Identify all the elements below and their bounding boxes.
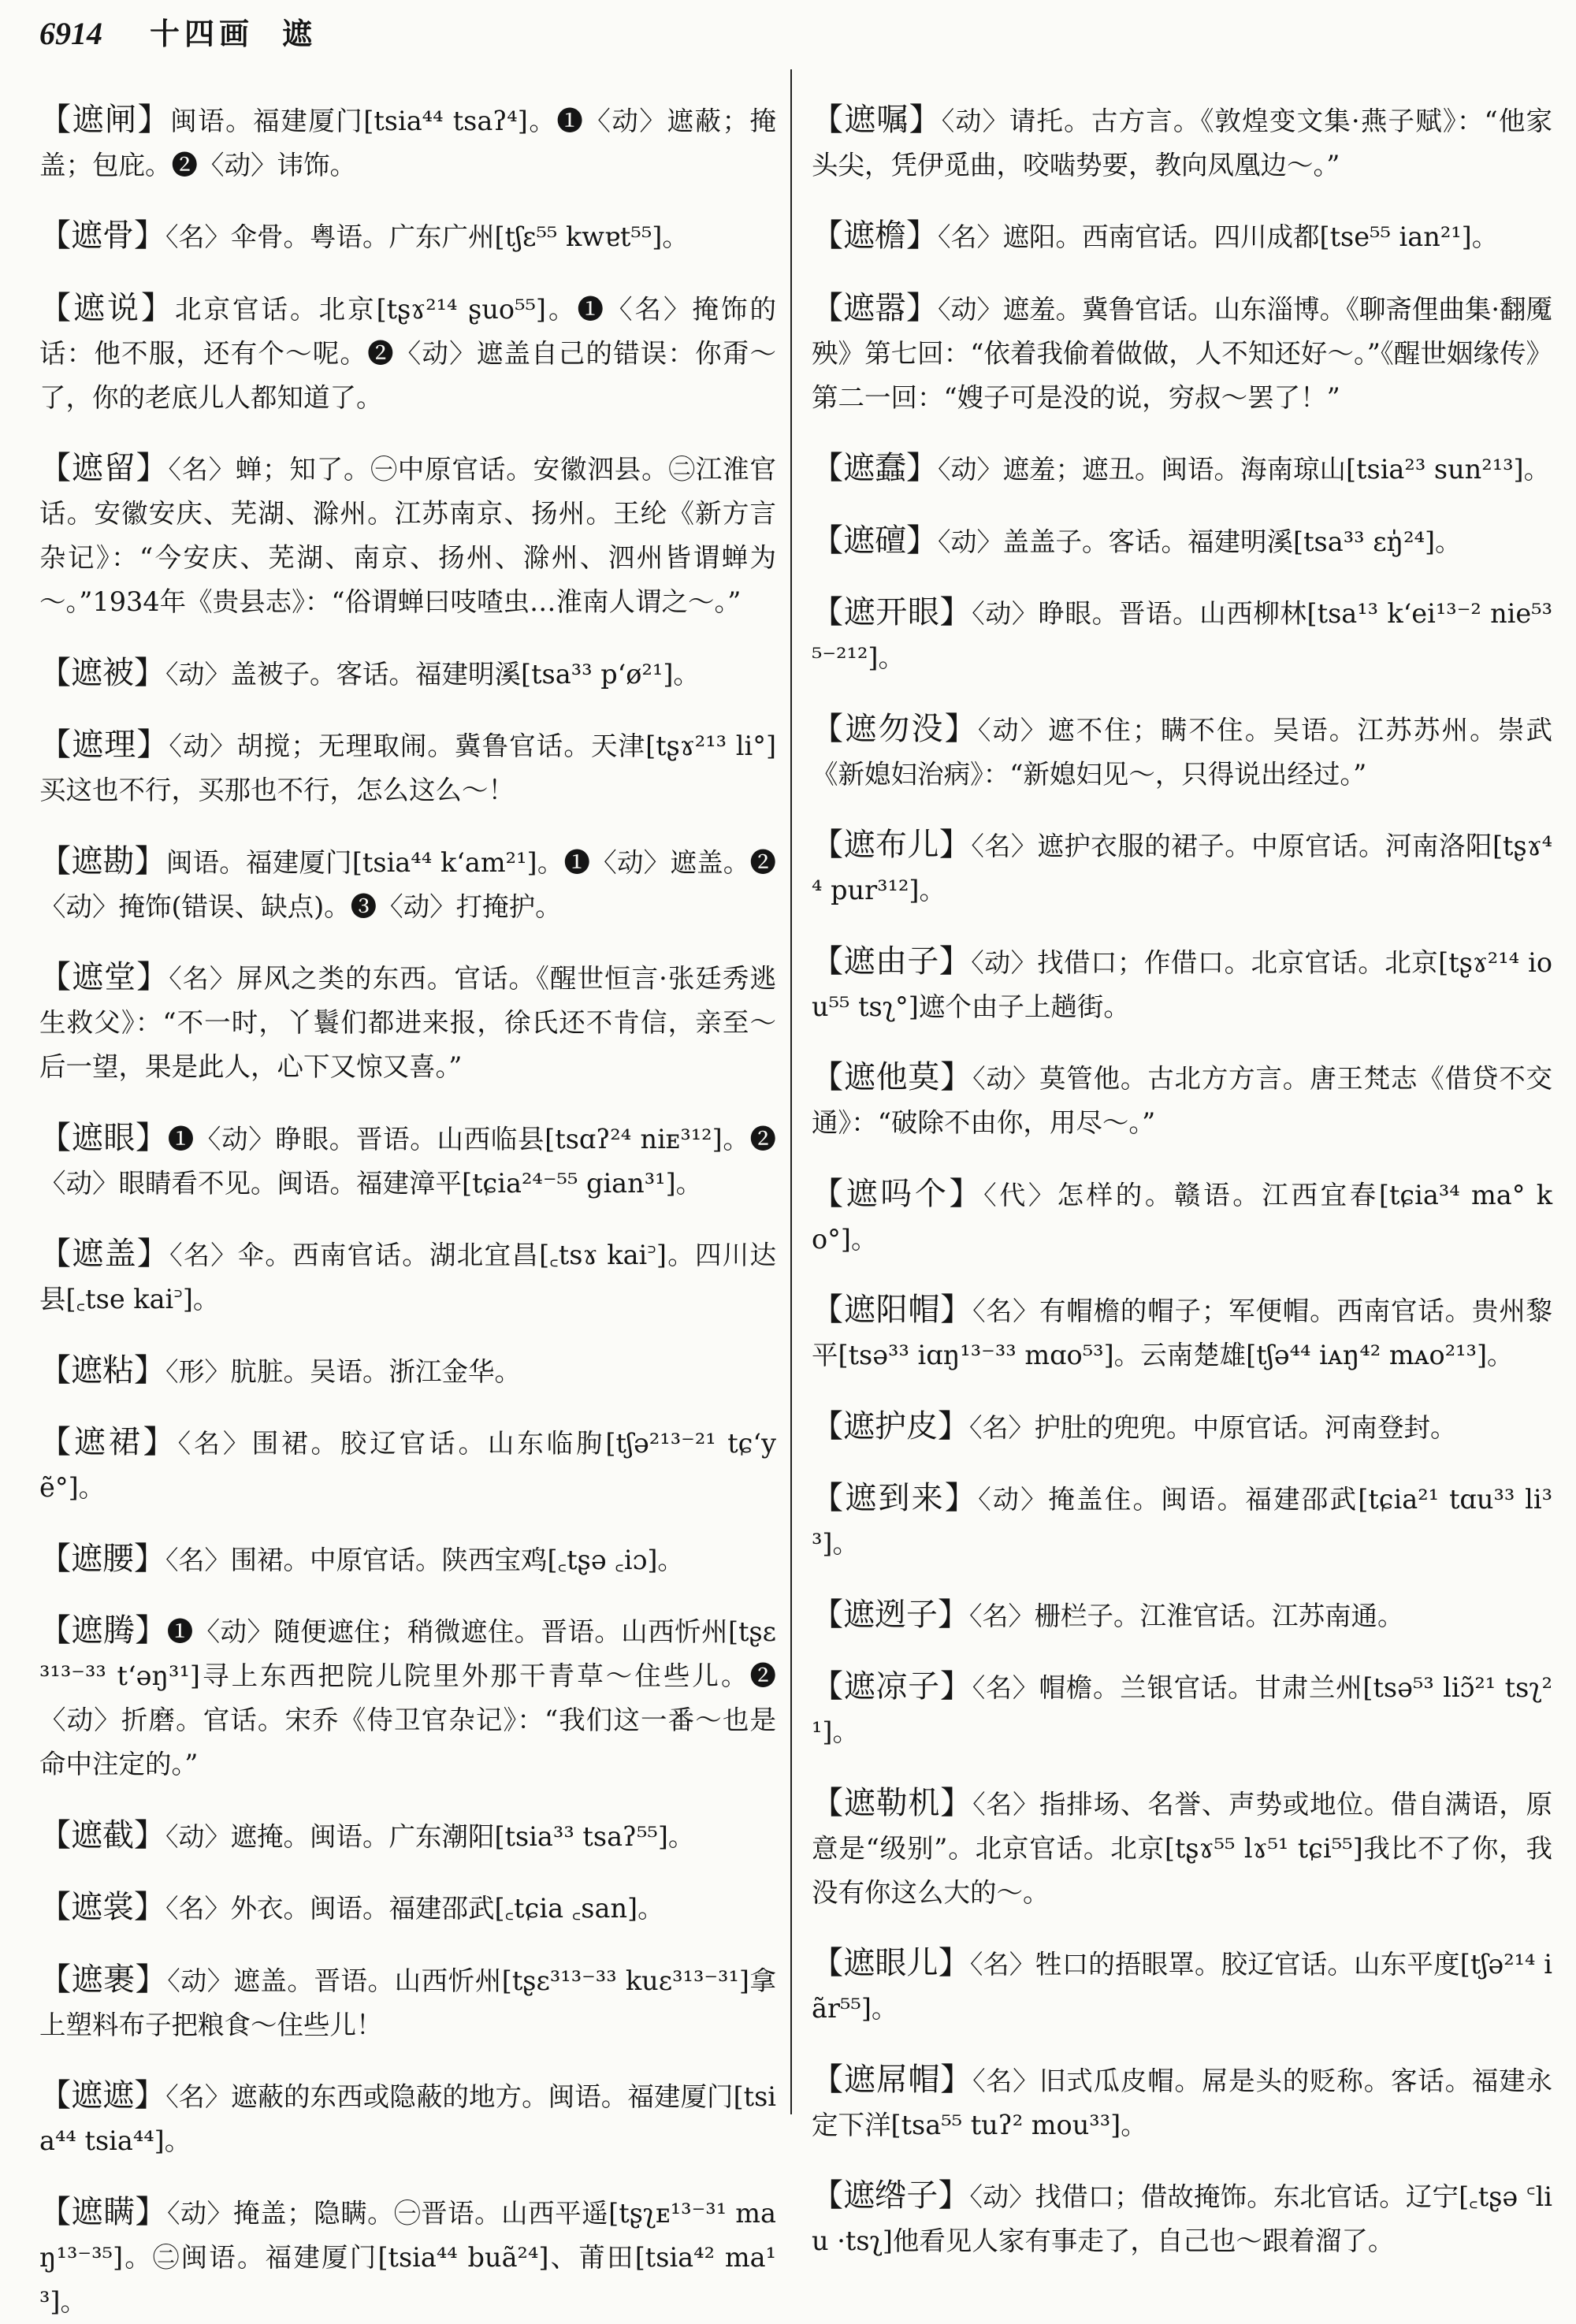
dictionary-entry bbox=[812, 1664, 1552, 1754]
bracket-close: 】 bbox=[134, 842, 166, 879]
bracket-close: 】 bbox=[940, 1059, 973, 1095]
bracket-close: 】 bbox=[134, 1889, 165, 1925]
bracket-open: 【 bbox=[812, 450, 843, 486]
entry-definition: 蝉；知了。㊀中原官话。安徽泗县。㊁江淮官话。安徽安庆、芜湖、滁州。江苏南京、扬州。王纶《新方言杂记》：“今安庆、芜湖、南京、扬州、滁州、泗州皆谓蝉为～。”1934年《贵县志》：“俗谓蝉曰吱喳虫…淮南人谓之～。” bbox=[39, 454, 777, 617]
entry-headword: 遮瞒 bbox=[71, 2193, 136, 2230]
dictionary-entry bbox=[812, 446, 1552, 492]
dictionary-entry bbox=[39, 214, 776, 259]
head-character: 遮 bbox=[282, 16, 313, 51]
dictionary-entry bbox=[812, 1404, 1552, 1450]
entry-headword: 遮屌帽 bbox=[843, 2061, 941, 2098]
bracket-close: 】 bbox=[134, 1352, 165, 1389]
entry-part-of-speech: 〈名〉 bbox=[969, 1411, 1035, 1443]
entry-definition: 有帽檐的帽子；军便帽。西南官话。贵州黎平[tsə³³ iɑŋ¹³⁻³³ mɑo⁵³]。云南楚雄[tʃə⁴⁴ iᴀŋ⁴² mᴀo²¹³]。 bbox=[812, 1296, 1553, 1370]
dictionary-entry bbox=[812, 707, 1552, 797]
bracket-open: 【 bbox=[812, 827, 844, 863]
bracket-close: 】 bbox=[134, 1540, 165, 1577]
dictionary-entry bbox=[39, 1348, 776, 1394]
dictionary-entry bbox=[39, 1232, 776, 1322]
dictionary-entry bbox=[39, 446, 776, 624]
entry-part-of-speech: 〈名〉 bbox=[165, 2081, 231, 2112]
entry-definition: 遮蔽的东西或隐蔽的地方。闽语。福建厦门[tsia⁴⁴ tsia⁴⁴]。 bbox=[39, 2081, 777, 2156]
entry-headword: 遮留 bbox=[71, 450, 136, 486]
bracket-open: 【 bbox=[812, 522, 843, 559]
entry-part-of-speech: 〈名〉 bbox=[971, 831, 1038, 861]
entry-part-of-speech: 〈名〉 bbox=[165, 221, 231, 252]
entry-definition: 牲口的捂眼罩。胶辽官话。山东平度[tʃə²¹⁴ iãr⁵⁵]。 bbox=[812, 1949, 1553, 2024]
entry-headword: 遮吗个 bbox=[846, 1175, 950, 1212]
dictionary-entry bbox=[812, 98, 1552, 188]
dictionary-entry bbox=[812, 1172, 1552, 1262]
bracket-open: 【 bbox=[39, 1119, 72, 1156]
entry-definition: ❶〈动〉随便遮住；稍微遮住。晋语。山西忻州[tʂɛ³¹³⁻³³ tʻəŋ³¹]寻上东西把院儿院里外那干青草～住些儿。❷〈动〉折磨。官话。宋乔《侍卫官杂记》：“我们这一番～也是命中注定的。” bbox=[39, 1616, 777, 1779]
entry-part-of-speech: 〈名〉 bbox=[969, 1600, 1035, 1631]
entry-headword: 遮到来 bbox=[845, 1480, 945, 1516]
bracket-close: 】 bbox=[938, 1596, 969, 1633]
entry-part-of-speech: 〈动〉 bbox=[938, 454, 1003, 485]
entry-headword: 遮腾 bbox=[71, 1612, 136, 1649]
entry-part-of-speech: 〈动〉 bbox=[977, 714, 1048, 746]
bracket-open: 【 bbox=[812, 2061, 844, 2098]
entry-definition: 围裙。胶辽官话。山东临朐[tʃə²¹³⁻²¹ tɕʻyẽ°]。 bbox=[39, 1428, 777, 1503]
bracket-open: 【 bbox=[39, 2077, 72, 2114]
bracket-close: 】 bbox=[135, 1612, 167, 1649]
page-header bbox=[39, 9, 1544, 55]
dictionary-entry bbox=[39, 98, 776, 188]
entry-part-of-speech: 〈名〉 bbox=[972, 1788, 1039, 1820]
dictionary-entry bbox=[39, 1958, 776, 2047]
entry-definition: 闽语。福建厦门[tsia⁴⁴ kʻam²¹]。❶〈动〉遮盖。❷〈动〉掩饰(错误、缺点)。❸〈动〉打掩护。 bbox=[39, 846, 777, 922]
bracket-close: 】 bbox=[136, 959, 169, 995]
entry-headword: 遮嘱 bbox=[844, 101, 909, 138]
bracket-close: 】 bbox=[939, 943, 972, 980]
bracket-close: 】 bbox=[134, 1816, 165, 1854]
entry-definition: 旧式瓜皮帽。屌是头的贬称。客话。福建永定下洋[tsa⁵⁵ tuʔ² mou³³]。 bbox=[812, 2065, 1553, 2140]
dictionary-entry bbox=[39, 955, 776, 1089]
entry-part-of-speech: 〈动〉 bbox=[978, 1484, 1049, 1515]
bracket-open: 【 bbox=[39, 218, 71, 254]
bracket-close: 】 bbox=[940, 1784, 973, 1821]
bracket-open: 【 bbox=[812, 710, 846, 747]
entry-part-of-speech: 〈名〉 bbox=[168, 454, 236, 485]
bracket-open: 【 bbox=[812, 943, 844, 980]
entry-headword: 遮布儿 bbox=[843, 827, 939, 863]
bracket-close: 】 bbox=[906, 289, 939, 326]
bracket-close: 】 bbox=[136, 1236, 170, 1272]
dictionary-entry bbox=[812, 2173, 1552, 2263]
entry-headword: 遮勿没 bbox=[845, 710, 945, 747]
left-column bbox=[39, 71, 777, 2317]
entry-definition: 指排场、名誉、声势或地位。借自满语，原意是“级别”。北京官话。北京[tʂɤ⁵⁵ lɤ⁵¹ tɕi⁵⁵]我比不了你，我没有你这么大的～。 bbox=[812, 1788, 1553, 1908]
bracket-close: 】 bbox=[944, 710, 978, 747]
entry-definition: 盖盖子。客话。福建明溪[tsa³³ ɛŋ̍²⁴]。 bbox=[1002, 526, 1462, 557]
entry-headword: 遮裹 bbox=[71, 1961, 136, 1998]
bracket-open: 【 bbox=[39, 727, 72, 763]
entry-definition: 伞骨。粤语。广东广州[tʃɛ⁵⁵ kwɐt⁵⁵]。 bbox=[230, 221, 689, 252]
dictionary-entry bbox=[812, 1055, 1552, 1145]
bracket-open: 【 bbox=[39, 1424, 74, 1460]
entry-headword: 遮截 bbox=[71, 1816, 134, 1854]
dictionary-entry bbox=[39, 2073, 776, 2163]
dictionary-entry bbox=[812, 1288, 1552, 1378]
bracket-close: 】 bbox=[940, 2061, 973, 2098]
entry-headword: 遮护皮 bbox=[843, 1407, 938, 1445]
bracket-close: 】 bbox=[939, 594, 972, 630]
entry-headword: 遮说 bbox=[73, 289, 142, 326]
entry-definition: 遮护衣服的裙子。中原官话。河南洛阳[tʂɤ⁴⁴ pur³¹²]。 bbox=[812, 831, 1553, 905]
entry-definition: 肮脏。吴语。浙江金华。 bbox=[230, 1355, 521, 1387]
bracket-close: 】 bbox=[143, 1424, 178, 1460]
entry-definition: 睁眼。晋语。山西柳林[tsa¹³ kʻei¹³⁻² nie⁵³⁵⁻²¹²]。 bbox=[812, 598, 1553, 673]
bracket-close: 】 bbox=[135, 1961, 168, 1998]
entry-definition: 遮掩。闽语。广东潮阳[tsia³³ tsaʔ⁵⁵]。 bbox=[230, 1820, 695, 1852]
entry-part-of-speech: 〈动〉 bbox=[972, 1063, 1039, 1094]
entry-part-of-speech: 〈名〉 bbox=[165, 1893, 231, 1924]
bracket-open: 【 bbox=[39, 1352, 71, 1389]
bracket-open: 【 bbox=[39, 654, 71, 691]
bracket-open: 【 bbox=[39, 1540, 71, 1577]
bracket-close: 】 bbox=[906, 450, 938, 486]
dictionary-entry bbox=[812, 1476, 1552, 1566]
bracket-open: 【 bbox=[39, 1889, 71, 1925]
entry-definition: 掩盖；隐瞒。㊀晋语。山西平遥[tʂʅᴇ¹³⁻³¹ maŋ¹³⁻³⁵]。㊁闽语。福建厦门[tsia⁴⁴ buã²⁴]、莆田[tsia⁴² ma¹³]。 bbox=[39, 2197, 777, 2317]
dictionary-entry bbox=[39, 286, 776, 420]
right-column bbox=[812, 71, 1553, 2256]
dictionary-entry bbox=[39, 1116, 776, 1206]
dictionary-entry bbox=[812, 2058, 1552, 2147]
bracket-close: 】 bbox=[141, 289, 176, 326]
entry-definition: 护肚的兜兜。中原官话。河南登封。 bbox=[1034, 1411, 1457, 1443]
bracket-open: 【 bbox=[812, 1059, 844, 1095]
bracket-close: 】 bbox=[940, 1292, 973, 1328]
bracket-open: 【 bbox=[39, 2193, 72, 2230]
bracket-open: 【 bbox=[812, 101, 845, 138]
dictionary-entry bbox=[812, 1781, 1552, 1915]
bracket-open: 【 bbox=[39, 1236, 72, 1272]
entry-part-of-speech: 〈名〉 bbox=[972, 1296, 1039, 1326]
dictionary-entry bbox=[39, 1537, 776, 1582]
entry-part-of-speech: 〈形〉 bbox=[165, 1355, 231, 1387]
entry-headword: 遮眼 bbox=[71, 1119, 136, 1156]
bracket-close: 】 bbox=[136, 450, 169, 486]
dictionary-entry bbox=[39, 1608, 776, 1787]
bracket-open: 【 bbox=[812, 2177, 844, 2214]
entry-definition: 帽檐。兰银官话。甘肃兰州[tsə⁵³ liɔ̃²¹ tsʅ²¹]。 bbox=[812, 1672, 1553, 1747]
bracket-open: 【 bbox=[39, 1612, 72, 1649]
bracket-close: 】 bbox=[137, 101, 171, 138]
bracket-close: 】 bbox=[949, 1175, 984, 1212]
entry-definition: 遮羞。冀鲁官话。山东淄博。《聊斋俚曲集·翻魇殃》第七回：“依着我偷着做做，人不知还好～。”《醒世姻缘传》第二一回：“嫂子可是没的说，穷叔～罢了！” bbox=[812, 293, 1553, 413]
entry-definition: 莫管他。古北方方言。唐王梵志《借贷不交通》：“破除不由你，用尽～。” bbox=[812, 1063, 1553, 1138]
dictionary-entry bbox=[812, 823, 1552, 913]
entry-part-of-speech: 〈动〉 bbox=[941, 105, 1009, 136]
bracket-open: 【 bbox=[812, 1784, 844, 1821]
dictionary-entry bbox=[39, 1885, 776, 1931]
entry-definition: 遮羞；遮丑。闽语。海南琼山[tsia²³ sun²¹³]。 bbox=[1002, 454, 1551, 485]
dictionary-entry bbox=[39, 839, 776, 929]
entry-definition: 请托。古方言。《敦煌变文集·燕子赋》：“他家头尖，凭伊觅曲，咬啮势要，教向凤凰边～。” bbox=[812, 105, 1553, 180]
section-label: 十四画 bbox=[150, 16, 255, 51]
entry-part-of-speech: 〈代〉 bbox=[983, 1179, 1057, 1210]
dictionary-entry bbox=[39, 2190, 776, 2324]
bracket-open: 【 bbox=[39, 1816, 71, 1854]
bracket-open: 【 bbox=[39, 1961, 72, 1998]
entry-definition: 北京官话。北京[tʂɤ²¹⁴ ʂuo⁵⁵]。❶〈名〉掩饰的话：他不服，还有个～呢。❷〈动〉遮盖自己的错误：你甭～了，你的老底儿人都知道了。 bbox=[39, 293, 777, 413]
entry-headword: 遮盖 bbox=[72, 1236, 137, 1272]
bracket-close: 】 bbox=[135, 2193, 168, 2230]
dictionary-entry bbox=[812, 214, 1552, 259]
entry-headword: 遮被 bbox=[71, 654, 134, 691]
entry-part-of-speech: 〈名〉 bbox=[177, 1428, 252, 1459]
column-divider bbox=[790, 69, 792, 2114]
bracket-close: 】 bbox=[939, 1668, 972, 1705]
dictionary-entry bbox=[812, 1593, 1552, 1638]
bracket-close: 】 bbox=[906, 522, 938, 559]
entry-definition: 掩盖住。闽语。福建邵武[tɕia²¹ tɑu³³ li³³]。 bbox=[812, 1484, 1553, 1559]
page-number: 6914 bbox=[39, 16, 102, 51]
entry-headword: 遮䃪 bbox=[843, 522, 906, 559]
entry-headword: 遮勒机 bbox=[843, 1784, 941, 1821]
entry-definition: 围裙。中原官话。陕西宝鸡[꜀tʂə ꜀iɔ]。 bbox=[230, 1544, 684, 1575]
bracket-close: 】 bbox=[938, 1407, 969, 1445]
entry-headword: 遮骨 bbox=[71, 218, 134, 254]
bracket-open: 【 bbox=[39, 101, 72, 138]
entry-part-of-speech: 〈动〉 bbox=[971, 946, 1038, 978]
entry-headword: 遮蠢 bbox=[843, 450, 906, 486]
bracket-open: 【 bbox=[812, 289, 844, 326]
bracket-close: 】 bbox=[938, 2177, 970, 2214]
entry-headword: 遮堂 bbox=[72, 959, 137, 995]
entry-definition: 外衣。闽语。福建邵武[꜀tɕia ꜀san]。 bbox=[230, 1893, 664, 1924]
bracket-close: 】 bbox=[909, 101, 942, 138]
entry-part-of-speech: 〈动〉 bbox=[938, 526, 1003, 557]
entry-headword: 遮嚣 bbox=[843, 289, 907, 326]
bracket-open: 【 bbox=[812, 594, 844, 630]
entry-part-of-speech: 〈名〉 bbox=[972, 2065, 1039, 2096]
entry-headword: 遮由子 bbox=[843, 943, 939, 980]
bracket-close: 】 bbox=[938, 1945, 970, 1981]
entry-part-of-speech: 〈动〉 bbox=[165, 1820, 231, 1852]
entry-part-of-speech: 〈名〉 bbox=[972, 1672, 1039, 1703]
bracket-open: 【 bbox=[812, 1407, 843, 1445]
entry-part-of-speech: 〈名〉 bbox=[169, 963, 236, 994]
bracket-close: 】 bbox=[944, 1480, 979, 1516]
entry-definition: 怎样的。赣语。江西宜春[tɕia³⁴ ma° ko°]。 bbox=[812, 1179, 1553, 1255]
entry-headword: 遮眼儿 bbox=[843, 1945, 939, 1981]
dictionary-entry bbox=[812, 286, 1552, 420]
entry-part-of-speech: 〈动〉 bbox=[167, 2197, 234, 2229]
bracket-open: 【 bbox=[39, 842, 72, 879]
entry-part-of-speech: 〈动〉 bbox=[972, 598, 1039, 629]
entry-part-of-speech: 〈动〉 bbox=[938, 293, 1003, 325]
dictionary-entry bbox=[812, 590, 1552, 680]
bracket-open: 【 bbox=[812, 1945, 844, 1981]
dictionary-entry bbox=[812, 519, 1552, 564]
entry-definition: 伞。西南官话。湖北宜昌[꜀tsɤ kai꜄]。四川达县[꜀tse kai꜄]。 bbox=[39, 1240, 777, 1314]
bracket-close: 】 bbox=[939, 827, 972, 863]
entry-headword: 遮遮 bbox=[71, 2077, 135, 2114]
bracket-close: 】 bbox=[134, 654, 165, 691]
entry-part-of-speech: 〈动〉 bbox=[969, 2181, 1035, 2212]
entry-headword: 遮檐 bbox=[843, 218, 906, 254]
bracket-close: 】 bbox=[134, 2077, 166, 2114]
entry-definition: 找借口；作借口。北京官话。北京[tʂɤ²¹⁴ iou⁵⁵ tsʅ°]遮个由子上趟街。 bbox=[812, 946, 1553, 1022]
bracket-open: 【 bbox=[39, 450, 72, 486]
entry-headword: 遮粘 bbox=[71, 1352, 134, 1389]
dictionary-entry bbox=[39, 1420, 776, 1510]
entry-part-of-speech: 〈名〉 bbox=[165, 1544, 231, 1575]
bracket-open: 【 bbox=[812, 1175, 846, 1212]
entry-headword: 遮凉子 bbox=[843, 1668, 940, 1705]
dictionary-entry bbox=[812, 1941, 1552, 2031]
entry-headword: 遮闸 bbox=[72, 101, 138, 138]
entry-headword: 遮勘 bbox=[71, 842, 135, 879]
bracket-close: 】 bbox=[136, 1119, 168, 1156]
entry-part-of-speech: 〈名〉 bbox=[969, 1949, 1035, 1980]
bracket-close: 】 bbox=[906, 218, 938, 254]
entry-headword: 遮迾子 bbox=[843, 1596, 938, 1633]
entry-part-of-speech: 〈动〉 bbox=[169, 731, 237, 761]
entry-definition: 屏风之类的东西。官话。《醒世恒言·张廷秀逃生救父》：“不一时，丫鬟们都进来报，徐氏还不肯信，亲至～后一望，果是此人，心下又惊又喜。” bbox=[39, 963, 777, 1082]
entry-headword: 遮腰 bbox=[71, 1540, 134, 1577]
bracket-open: 【 bbox=[812, 1480, 846, 1516]
entry-headword: 遮阳帽 bbox=[843, 1292, 941, 1328]
entry-headword: 遮开眼 bbox=[843, 594, 940, 630]
entry-definition: 闽语。福建厦门[tsia⁴⁴ tsaʔ⁴]。❶〈动〉遮蔽；掩盖；包庇。❷〈动〉讳饰。 bbox=[39, 105, 777, 180]
bracket-close: 】 bbox=[136, 727, 169, 763]
entry-headword: 遮裳 bbox=[71, 1889, 134, 1925]
entry-headword: 遮他莫 bbox=[843, 1059, 941, 1095]
entry-part-of-speech: 〈动〉 bbox=[167, 1965, 234, 1996]
entry-headword: 遮绺子 bbox=[843, 2177, 939, 2214]
dictionary-entry bbox=[39, 723, 776, 812]
bracket-open: 【 bbox=[812, 1668, 844, 1705]
entry-part-of-speech: 〈名〉 bbox=[938, 221, 1003, 252]
bracket-open: 【 bbox=[39, 959, 72, 995]
entry-definition: 遮盖。晋语。山西忻州[tʂɛ³¹³⁻³³ kuɛ³¹³⁻³¹]拿上塑料布子把粮食～住些儿！ bbox=[39, 1965, 777, 2040]
entry-definition: 遮不住；瞒不住。吴语。江苏苏州。崇武《新媳妇治病》：“新媳妇见～，只得说出经过。” bbox=[812, 714, 1553, 790]
bracket-open: 【 bbox=[39, 289, 74, 326]
entry-definition: 遮阳。西南官话。四川成都[tse⁵⁵ ian²¹]。 bbox=[1002, 221, 1499, 252]
dictionary-entry bbox=[39, 651, 776, 697]
bracket-close: 】 bbox=[134, 218, 165, 254]
entry-definition: 胡搅；无理取闹。冀鲁官话。天津[tʂɤ²¹³ li°]买这也不行，买那也不行，怎么这么～！ bbox=[39, 731, 777, 805]
bracket-open: 【 bbox=[812, 218, 843, 254]
dictionary-entry bbox=[39, 1813, 776, 1859]
entry-definition: 找借口；借故掩饰。东北官话。辽宁[꜀tʂə ꜂liu ·tsʅ]他看见人家有事走了，自己也～跟着溜了。 bbox=[812, 2181, 1553, 2256]
entry-part-of-speech: 〈名〉 bbox=[169, 1240, 238, 1270]
entry-definition: ❶〈动〉睁眼。晋语。山西临县[tsɑʔ²⁴ niᴇ³¹²]。❷〈动〉眼睛看不见。闽语。福建漳平[tɕia²⁴⁻⁵⁵ gian³¹]。 bbox=[39, 1123, 777, 1199]
entry-definition: 盖被子。客话。福建明溪[tsa³³ pʻø²¹]。 bbox=[230, 658, 700, 690]
bracket-open: 【 bbox=[812, 1292, 844, 1328]
dictionary-entry bbox=[812, 939, 1552, 1029]
bracket-open: 【 bbox=[812, 1596, 843, 1633]
entry-headword: 遮裙 bbox=[73, 1424, 143, 1460]
entry-part-of-speech: 〈动〉 bbox=[165, 658, 231, 690]
entry-headword: 遮理 bbox=[72, 727, 137, 763]
entry-definition: 栅栏子。江淮官话。江苏南通。 bbox=[1034, 1600, 1404, 1631]
